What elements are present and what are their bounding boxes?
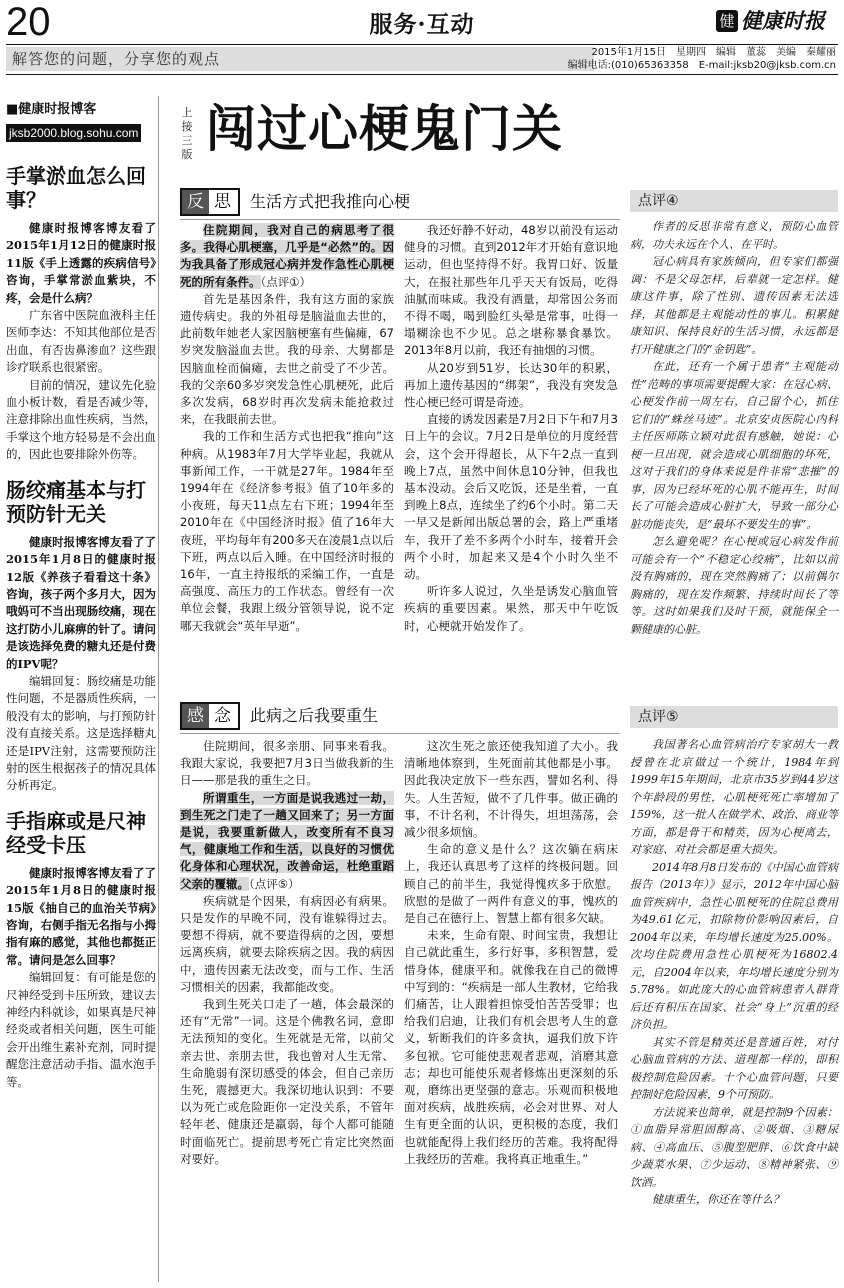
comment-paragraph: 冠心病具有家族倾向，但专家们都强调：不是父母怎样，后辈就一定怎样。健康这件事，除了性别、遗传因素无法选择，其他都是主观能动性的事儿。积累健康知识、保持良好的生活习惯，永远都是打开健康之门的“金钥匙”。 bbox=[630, 255, 838, 356]
column-divider bbox=[158, 96, 159, 1282]
meta-line: 编辑电话:(010)65363358 E-mail:jksb20@jksb.com.cn bbox=[567, 60, 836, 71]
article-paragraph: 我到生死关口走了一趟，体会最深的还有“无常”一词。这是个佛教名词，意即无法预知的变化。生死就是无常，以前父亲去世、亲朋去世，我也曾对人生无常、生命脆弱有深切感受的体会，但自己亲历生死，震撼更大。我深切地认识到：不要以为死亡或危险距你一定没关系，不管年轻年老、健康还是羸弱，每个人都可能随时面临死亡。提前思考死亡肯定比突然面对要好。 bbox=[180, 997, 394, 1166]
continued-label: 上接三版 bbox=[181, 106, 193, 161]
qa-title: 手掌淤血怎么回事？ bbox=[6, 164, 146, 212]
section-rule bbox=[180, 219, 620, 220]
newspaper-logo bbox=[716, 8, 825, 38]
comment-paragraph: 怎么避免呢？在心梗或冠心病发作前可能会有一个“不稳定心绞痛”，比如以前没有胸痛的，现在突然胸痛了；以前偶尔胸痛的，现在发作频繁、持续时间长了等等。这时如果我们及时干预，就能保全一颗健康的心脏。 bbox=[630, 535, 838, 636]
article-title: 闯过心梗鬼门关 bbox=[206, 99, 563, 158]
section-heading-text: 生活方式把我推向心梗 bbox=[250, 192, 411, 211]
qa-answer: 编辑回复：有可能是您的尺神经受到卡压所致，建议去神经内科就诊，如果真是尺神经炎或者相关问题，医生可能会开出维生素补充剂，同时提醒您注意活动手指、温水泡手等。 bbox=[6, 970, 156, 1089]
logo-text: 健康时报 bbox=[741, 8, 825, 33]
article-column bbox=[180, 222, 394, 635]
comment-paragraph: 作者的反思非常有意义，预防心血管病，功夫永远在个人、在平时。 bbox=[630, 220, 838, 251]
article-paragraph: 我的工作和生活方式也把我“推向”这种病。从1983年7月大学毕业起，我就从事新闻工作，一干就是27年。1984年至1994年在《经济参考报》值了10年多的小夜班，每天11点左右下班；1994年至2010年在《中国经济时报》值了16年大夜班，平均每年有200多天在凌晨1点以后下班，两点以后入睡。在中国经济时报的16年，一直主持报纸的采编工作，一直是高强度、高压力的工作状态。曾经有一次单位会餐，我跟上级分管领导说，说不定哪天我就会“英年早逝”。 bbox=[180, 429, 394, 633]
qa-answer: 目前的情况，建议先化验血小板计数，看是否减少等，注意排除出血性疾病，当然，手掌这个地方轻易是不会出血的，因此也要排除外伤等。 bbox=[6, 377, 156, 462]
tagline: 解答您的问题，分享您的观点 bbox=[12, 50, 221, 68]
qa-answer: 编辑回复：肠绞痛是功能性问题，不是器质性疾病，一般没有太的影响，与打预防针没有直接关系。这是选择糖丸还是IPV注射，这需要预防注射的医生根据孩子的情况具体分析再定。 bbox=[6, 673, 156, 793]
comment-paragraph: 健康重生，你还在等什么？ bbox=[652, 1193, 784, 1206]
comment-paragraph: 方法说来也简单，就是控制9个因素：①血脂异常胆固醇高、②吸烟、③糖尿病、④高血压、⑤腹型肥胖、⑥饮食中缺少蔬菜水果、⑦少运动、⑧精神紧张、⑨饮酒。 bbox=[630, 1105, 838, 1189]
logo-mark-icon: 健 bbox=[716, 10, 738, 32]
article-column bbox=[404, 738, 618, 1168]
section-heading-text: 此病之后我要重生 bbox=[250, 706, 379, 725]
comment-label: 点评④ bbox=[630, 190, 838, 212]
section-heading bbox=[180, 188, 410, 216]
blog-heading: ■健康时报博客 bbox=[6, 102, 97, 117]
page-number: 20 bbox=[6, 0, 51, 44]
qa-answer: 广东省中医院血液科主任医师李达：不知其他部位是否出血，有否齿鼻渗血？这些跟诊疗联系也很紧密。 bbox=[6, 308, 156, 375]
editor-info bbox=[568, 46, 836, 72]
qa-title: 手指麻或是尺神经受卡压 bbox=[6, 808, 146, 857]
comment-paragraph: 其实不管是精英还是普通百姓，对付心脑血管病的方法、道理都一样的，即积极控制危险因素。十个心血管问题，只要控制好危险因素，9个可预防。 bbox=[630, 1035, 838, 1101]
header-bottom-rule bbox=[6, 74, 838, 75]
comment-paragraph: 在此，还有一个属于患者“主观能动性”范畴的事项需要提醒大家：在冠心病、心梗发作前一周左右，自己留个心，抓住它们的“蛛丝马迹”。北京安贞医院心内科主任医师陈立颖对此很有感触，她说：心梗一旦出现，就会造成心肌细胞的坏死，这对于我们的身体来说是件非常“悲摧”的事，因为已经坏死的心肌不能再生，时间长了可能会造成心脏扩大，导致一部分心脏功能丧失，是“最坏不要发生的事”。 bbox=[630, 360, 838, 531]
section-heading bbox=[180, 702, 378, 730]
article-lead: 住院期间，我对自己的病思考了很多。我得心肌梗塞，几乎是“必然”的。因为我具备了形成冠心病并发作急性心肌梗死的所有条件。（点评①） bbox=[180, 223, 394, 289]
article-column bbox=[404, 222, 618, 635]
article-paragraph: 生命的意义是什么？这次躺在病床上，我还认真思考了这样的终极问题。回顾自己的前半生，我觉得愧疚多于欣慰。欣慰的是做了一两件有意义的事，愧疚的是自己在德行上、智慧上都有很多欠缺。 bbox=[404, 842, 618, 926]
section-title: 服务·互动 bbox=[369, 11, 475, 38]
article-lead: 所谓重生，一方面是说我逃过一劫，到生死之门走了一趟又回来了；另一方面是说，我要重新做人，改变所有不良习气，健康地工作和生活，以良好的习惯优化身体和心理状况，改善命运，杜绝重蹈父亲的覆辙。（点评⑤） bbox=[180, 790, 394, 891]
section-badge: 反 思 bbox=[180, 188, 240, 216]
meta-line: 2015年1月15日 星期四 编辑 董蕊 美编 秦耀丽 bbox=[591, 47, 836, 58]
blog-column bbox=[6, 102, 156, 1091]
article-paragraph: 住院期间，很多亲朋、同事来看我。我跟大家说，我要把7月3日当做我新的生日——那是我的重生之日。 bbox=[180, 739, 394, 788]
article-column bbox=[180, 738, 394, 1168]
article-paragraph: 未来，生命有限、时间宝贵，我想让自己就此重生，多行好事，多积智慧，爱惜身体，健康平和。就像我在自己的微博中写到的：“疾病是一部人生教材，它给我们痛苦，让人跟着担惊受怕苦苦受罪；也给我们启迪，让我们有机会思考人生的意义，斩断我们的许多贪执，逼我们放下许多包袱。它可能使悲观者悲观，消磨其意志；却也可能使乐观者修炼出更深刻的乐观，磨练出更坚强的意志。乐观而积极地面对疾病，战胜疾病，必会对世界、对人生有更全面的认识，更积极的态度，我们也就能配得上我们经历的苦难。我将配得上我经历的苦难。我将真正地重生。” bbox=[404, 928, 618, 1166]
comment-paragraph: 2014年8月8日发布的《中国心血管病报告（2013年）》显示，2012年中国心脑血管疾病中，急性心肌梗死的住院总费用为49.61亿元，扣除物价影响因素后，自2004年以来，年均增长速度为25.00%。次均住院费用急性心肌梗死为16802.4元，自2004年以来，年均增长速度分别为5.78%。如此庞大的心血管病患者人群背后还有积压在国家、社会“身上”沉重的经济负担。 bbox=[630, 860, 838, 1031]
qa-title: 肠绞痛基本与打预防针无关 bbox=[6, 477, 146, 526]
blog-url[interactable]: jksb2000.blog.sohu.com bbox=[6, 124, 141, 142]
article-paragraph: 疾病就是个因果，有病因必有病果。只是发作的早晚不同，没有谁躲得过去。要想不得病，就不要造得病的之因，要想远离疾病，就要去除疾病之因。我的病因中，遗传因素无法改变，而与工作、生活习惯相关的因素，我都能改变。 bbox=[180, 893, 394, 994]
article-paragraph: 首先是基因条件，我有这方面的家族遗传病史。我的外祖母是脑溢血去世的，此前数年她老人家因脑梗塞有些偏瘫，67岁突发脑溢血去世。我的母亲、大舅都是因脑血栓而偏瘫，去世之前受了不少苦。我的父亲60多岁突发急性心肌梗死，此后多次发病，68岁时再次发病未能抢救过来，在我眼前去世。 bbox=[180, 291, 394, 427]
article-paragraph: 从20岁到51岁，长达30年的积累，再加上遗传基因的“绑架”，我没有突发急性心梗已经可谓是奇迹。 bbox=[404, 360, 618, 410]
section-badge: 感 念 bbox=[180, 702, 240, 730]
article-paragraph: 直接的诱发因素是7月2日下午和7月3日上午的会议。7月2日是单位的月度经营会，这个会开得超长，从下午2点一直到晚上7点，虽然中间休息10分钟，但我也基本没动。会后又吃饭，还是坐着，一直到晚上8点，连续坐了约6个小时。第二天一早又是新闻出版总署的会，路上严重堵车，我开了差不多两个小时车，接着开会两个小时，加起来又是4个小时久坐不动。 bbox=[404, 412, 618, 582]
comment-column bbox=[630, 218, 838, 638]
comment-column bbox=[630, 736, 838, 1209]
article-paragraph: 我还好静不好动，48岁以前没有运动健身的习惯。直到2012年才开始有意识地运动，但也坚持得不好。我胃口好、饭量大，在报社那些年几乎天天有饭局，吃得油腻而味咸。我没有酒量，却常因公务而不得不喝，喝到脸红头晕是常事，吐得一塌糊涂也不少见。总之堪称暴食暴饮。2013年8月以前，我还有抽烟的习惯。 bbox=[404, 223, 618, 358]
comment-label: 点评⑤ bbox=[630, 706, 838, 728]
article-paragraph: 听许多人说过，久坐是诱发心脑血管疾病的重要因素。果然，那天中午吃饭时，心梗就开始发作了。 bbox=[404, 584, 618, 633]
qa-question: 健康时报博客博友看了2015年1月12日的健康时报11版《手上透露的疾病信号》咨询，手掌常淤血紫块，不疼，会是什么病？ bbox=[6, 221, 156, 305]
article-paragraph: 这次生死之旅还使我知道了大小。我清晰地体察到，生死面前其他都是小事。因此我决定放下一些东西，譬如名利、得失。人生苦短，做不了几件事。做正确的事，不计名利，不计得失，坦坦荡荡，会减少很多烦恼。 bbox=[404, 739, 618, 840]
header-rule bbox=[6, 44, 838, 45]
section-rule bbox=[180, 733, 620, 734]
comment-paragraph: 我国著名心血管病治疗专家胡大一教授曾在北京做过一个统计，1984年到1999年15年期间，北京市35岁到44岁这个年龄段的男性，心肌梗死死亡率增加了159%，这一批人在做学术、政治、商业等方面，都是骨干和精英，因为心梗离去，对家庭、对社会都是重大损失。 bbox=[630, 738, 838, 856]
qa-question: 健康时报博客博友看了了2015年1月8日的健康时报12版《养孩子看看这十条》咨询，孩子两个多月大，因为哦妈可不当出现肠绞痛，现在这打防小儿麻痹的针了。请问是该选择免费的糖丸还是付费的IPV呢？ bbox=[6, 534, 156, 671]
qa-question: 健康时报博客博友看了了2015年1月8日的健康时报15版《抽自己的血治关节病》咨询，右侧手指无名指与小拇指有麻的感觉，其他也都挺正常。请问是怎么回事？ bbox=[6, 865, 156, 967]
